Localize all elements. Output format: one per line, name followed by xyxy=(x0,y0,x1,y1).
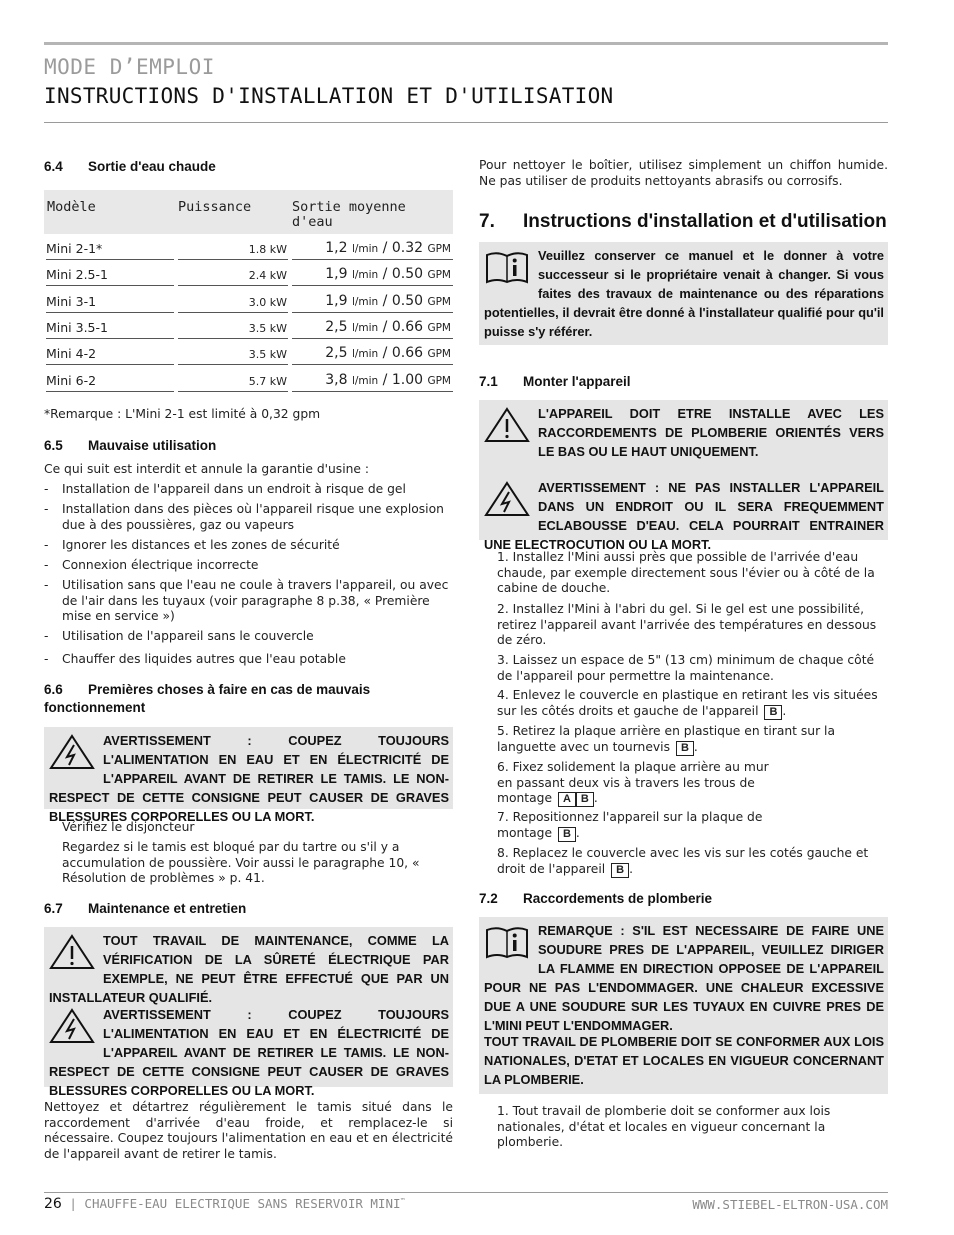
cell-flow: 3,8 l/min / 1.00 GPM xyxy=(325,371,451,388)
footer-rule xyxy=(44,1192,888,1193)
misuse-item: - Chauffer des liquides autres que l'eau potable xyxy=(44,652,346,666)
header-title: INSTRUCTIONS D'INSTALLATION ET D'UTILISATION xyxy=(44,84,614,108)
housing-cleaning-text: Pour nettoyer le boîtier, utilisez simplement un chiffon humide. Ne pas utiliser de produits nettoyants abrasifs ou corrosifs. xyxy=(479,158,888,188)
cell-flow: 1,9 l/min / 0.50 GPM xyxy=(325,266,451,283)
electric-hazard-icon xyxy=(49,732,99,770)
output-table-row xyxy=(44,260,453,286)
col-header-power: Puissance xyxy=(178,199,252,215)
cell-power: 3.0 kW xyxy=(248,295,287,309)
strainer-cleaning-text: Nettoyez et détartrez régulièrement le tamis situé dans le raccordement d'arrivée d'eau froide, et remplacez-le si nécessaire. Coupez toujours l'alimentation en eau et en électricité de l'appareil avant de retirer le tamis. xyxy=(44,1100,453,1162)
mounting-step: 6. Fixez solidement la plaque arrière au mur en passant deux vis à travers les trous de montage A B . xyxy=(497,760,769,806)
cell-power: 5.7 kW xyxy=(248,374,287,388)
section-6-6-heading: 6.6 Premières choses à faire en cas de mauvais fonctionnement xyxy=(44,682,371,715)
mounting-step: 5. Retirez la plaque arrière en plastique en tirant sur la languette avec un tournevis B . xyxy=(497,724,835,754)
misuse-item: - Ignorer les distances et les zones de sécurité xyxy=(44,538,340,552)
output-table-row xyxy=(44,313,453,339)
maintenance-notice-box: TOUT TRAVAIL DE MAINTENANCE, COMME LA VÉRIFICATION DE LA SÛRETÉ ÉLECTRIQUE PAR EXEMPLE, NE PEUT ÊTRE EFFECTUÉ QUE PAR UN INSTALLATEUR QUALIFIÉ. AVERTISSEMENT : COUPEZ TOUJOURS L'ALIMENTATION EN EAU ET EN ÉLECTRICITÉ DE L'APPAREIL AVANT DE RETIRER LE TAMIS. LE NON-RESPECT DE CETTE CONSIGNE PEUT CAUSER DE GRAVES BLESSURES CORPORELLES OU LA MORT. xyxy=(44,927,453,1087)
mounting-step: 4. Enlevez le couvercle en plastique en retirant les vis situées sur les côtés droits et gauche de l'appareil B . xyxy=(497,688,878,718)
part-tag-b: B xyxy=(764,705,782,720)
misuse-item: - Installation de l'appareil dans un endroit à risque de gel xyxy=(44,482,406,496)
cell-power: 2.4 kW xyxy=(248,269,287,283)
footer: 26 | CHAUFFE-EAU ELECTRIQUE SANS RESERVOIR MINI™ WWW.STIEBEL-ELTRON-USA.COM xyxy=(44,1196,888,1212)
warning-box: AVERTISSEMENT : COUPEZ TOUJOURS L'ALIMENTATION EN EAU ET EN ÉLECTRICITÉ DE L'APPAREIL AVANT DE RETIRER LE TAMIS. LE NON-RESPECT DE CETTE CONSIGNE PEUT CAUSER DE GRAVES BLESSURES CORPORELLES OU LA MORT. xyxy=(44,727,453,809)
cell-flow: 2,5 l/min / 0.66 GPM xyxy=(325,318,451,335)
output-table-row xyxy=(44,287,453,313)
info-box: Veuillez conserver ce manuel et le donner à votre successeur si le propriétaire venait à changer. Si vous faites des travaux de maintenance ou des réparations potentielles, il devrait être donné à l'installateur qualifié pour qu'il puisse s'y référer. xyxy=(479,242,888,345)
cell-flow: 1,2 l/min / 0.32 GPM xyxy=(325,240,451,256)
check-breaker: Vérifiez le disjoncteur xyxy=(62,820,195,834)
cell-model: Mini 2-1* xyxy=(46,241,103,256)
misuse-item: - Utilisation sans que l'eau ne coule à travers l'appareil, ou avec de l'air dans les tuyaux (voir paragraphe 8 p.38, « Première mise en service ») xyxy=(44,578,449,624)
header-top-rule xyxy=(44,42,888,45)
part-tag-b: B xyxy=(576,792,594,807)
mounting-step: 3. Laissez un espace de 5" (13 cm) minimum de chaque côté de l'appareil pour permettre la maintenance. xyxy=(497,653,875,683)
misuse-item: - Utilisation de l'appareil sans le couvercle xyxy=(44,629,314,643)
section-7-1-heading: 7.1 Monter l'appareil xyxy=(479,374,631,389)
section-6-7-heading: 6.7 Maintenance et entretien xyxy=(44,901,247,916)
header-bottom-rule xyxy=(44,122,888,123)
electric-hazard-icon xyxy=(484,479,534,517)
section-6-4-heading: 6.4 Sortie d'eau chaude xyxy=(44,159,216,174)
footer-url: WWW.STIEBEL-ELTRON-USA.COM xyxy=(692,1197,888,1212)
misuse-intro: Ce qui suit est interdit et annule la garantie d'usine : xyxy=(44,462,370,476)
cell-flow: 1,9 l/min / 0.50 GPM xyxy=(325,292,451,309)
col-header-model: Modèle xyxy=(47,199,96,215)
manual-info-icon xyxy=(484,922,534,960)
cell-flow: 2,5 l/min / 0.66 GPM xyxy=(325,345,451,362)
cell-power: 1.8 kW xyxy=(248,243,287,256)
mounting-step: 7. Repositionnez l'appareil sur la plaque de montage B . xyxy=(497,810,763,840)
cell-model: Mini 4-2 xyxy=(46,346,97,362)
plumbing-notice-box: REMARQUE : S'IL EST NECESSAIRE DE FAIRE UNE SOUDURE PRES DE L'APPAREIL, VEUILLEZ DIRIGER LA FLAMME EN DIRECTION OPPOSEE DE L'APPAREIL POUR NE PAS L'ENDOMMAGER. UNE CHALEUR EXCESSIVE DUE A UNE SOUDURE SUR LES TUYAUX EN CUIVRE PRES DE L'MINI PEUT L'ENDOMMAGER. TOUT TRAVAIL DE PLOMBERIE DOIT SE CONFORMER AUX LOIS NATIONALES, D'ETAT ET LOCALES EN VIGUEUR CONCERNANT LA PLOMBERIE. xyxy=(479,917,888,1094)
col-header-flow: Sortie moyenne d'eau xyxy=(292,199,406,230)
mounting-step: 2. Installez l'Mini à l'abri du gel. Si le gel est une possibilité, retirez l'appareil avant l'arrivée des températures en dessous de zéro. xyxy=(497,602,877,648)
part-tag-b: B xyxy=(558,827,576,842)
output-table-row xyxy=(44,366,453,392)
output-table-row xyxy=(44,234,453,260)
output-table-row xyxy=(44,339,453,365)
plumbing-step: 1. Tout travail de plomberie doit se conformer aux lois nationales, d'état et locales en vigueur concernant la plomberie. xyxy=(497,1104,831,1150)
misuse-item: - Connexion électrique incorrecte xyxy=(44,558,259,572)
section-6-5-heading: 6.5 Mauvaise utilisation xyxy=(44,438,217,453)
cell-power: 3.5 kW xyxy=(248,321,287,335)
part-tag-b: B xyxy=(676,741,694,756)
footer-doc-title: CHAUFFE-EAU ELECTRIQUE SANS RESERVOIR MINI xyxy=(84,1196,401,1211)
manual-info-icon xyxy=(484,247,534,285)
section-7-2-heading: 7.2 Raccordements de plomberie xyxy=(479,891,713,906)
electric-hazard-icon xyxy=(49,1006,99,1044)
mounting-step: 8. Replacez le couvercle avec les vis sur les cotés gauche et droit de l'appareil B . xyxy=(497,846,869,876)
cell-model: Mini 6-2 xyxy=(46,372,97,388)
cell-model: Mini 3-1 xyxy=(46,293,97,309)
section-7-heading: 7. Instructions d'installation et d'utilisation xyxy=(479,211,887,232)
cell-model: Mini 3.5-1 xyxy=(46,319,108,335)
caution-icon xyxy=(49,932,99,970)
part-tag-b: B xyxy=(611,863,629,878)
cell-model: Mini 2.5-1 xyxy=(46,267,108,283)
mounting-step: 1. Installez l'Mini aussi près que possible de l'arrivée d'eau chaude, par exemple directement sous l'évier ou à côté de la cabine de douche. xyxy=(497,550,875,596)
page-number: 26 xyxy=(44,1196,62,1212)
caution-icon xyxy=(484,405,534,443)
part-tag-a: A xyxy=(558,792,576,807)
mounting-notice-box: L'APPAREIL DOIT ETRE INSTALLE AVEC LES RACCORDEMENTS DE PLOMBERIE ORIENTÉS VERS LE BAS OU LE HAUT UNIQUEMENT. AVERTISSEMENT : NE PAS INSTALLER L'APPAREIL DANS UN ENDROIT OU IL SERA FREQUEMMENT ECLABOUSSE D'EAU. CELA POURRAIT ENTRAINER UNE ELECTROCUTION OU LA MORT. xyxy=(479,400,888,540)
misuse-item: - Installation dans des pièces où l'appareil risque une explosion due à des poussières, gaz ou vapeurs xyxy=(44,502,444,532)
header-subtitle: MODE D’EMPLOI xyxy=(44,55,215,79)
table-footnote: *Remarque : L'Mini 2-1 est limité à 0,32 gpm xyxy=(44,407,321,421)
cell-power: 3.5 kW xyxy=(248,348,287,362)
check-strainer: Regardez si le tamis est bloqué par du tartre ou s'il y a accumulation de poussière. Voir aussi le paragraphe 10, « Résolution de problèmes » p. 41. xyxy=(62,840,420,886)
output-table-header xyxy=(44,190,453,234)
